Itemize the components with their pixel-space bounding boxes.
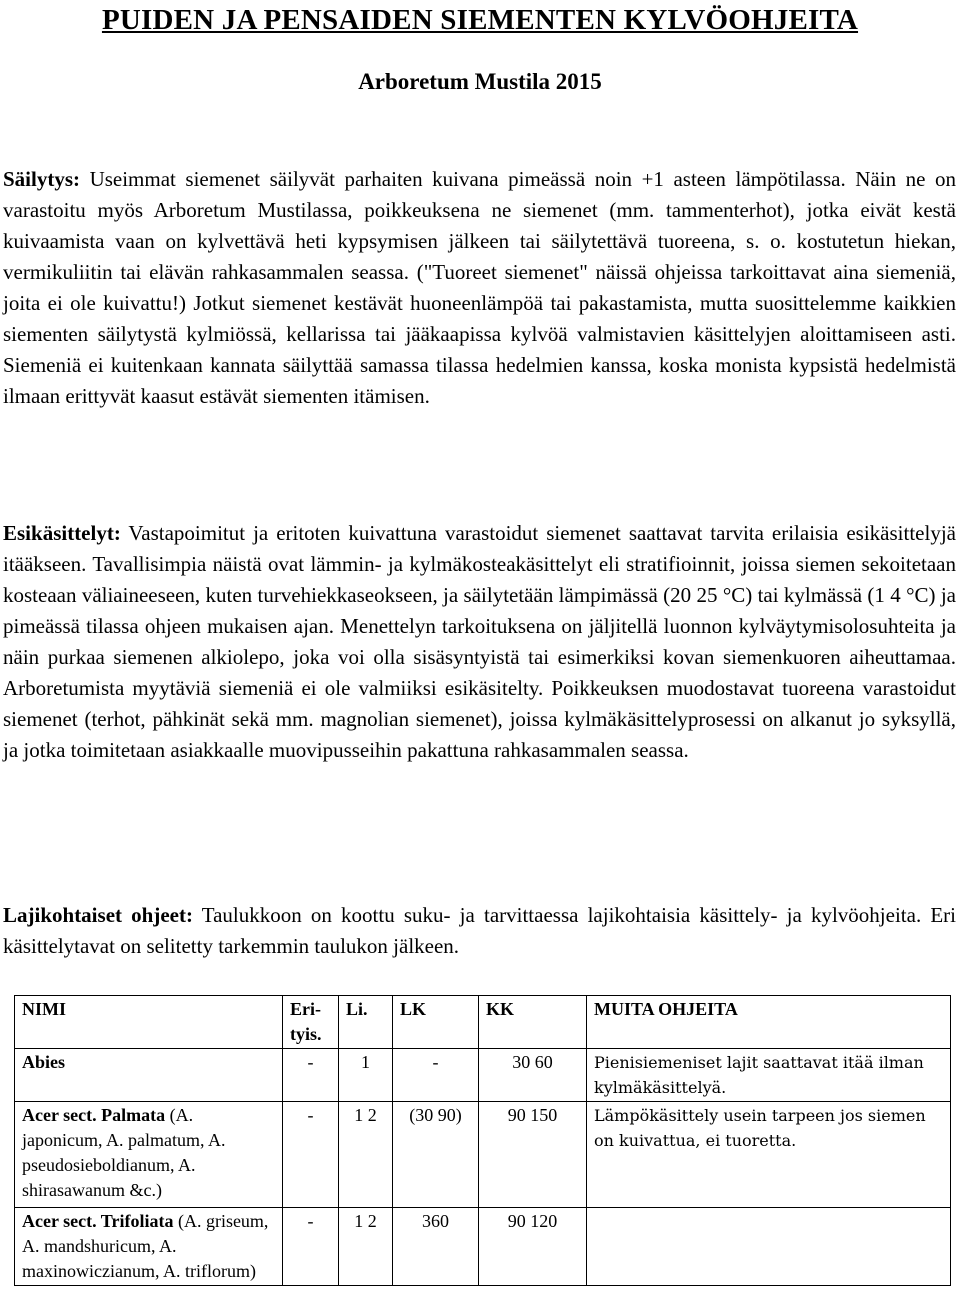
cell-li: 1 bbox=[339, 1049, 393, 1102]
cell-kk: 30 60 bbox=[479, 1049, 587, 1102]
cell-note: Pienisiemeniset lajit saattavat itää ilman kylmäkäsittelyä. bbox=[587, 1049, 951, 1102]
section-text: Useimmat siemenet säilyvät parhaiten kuivana pimeässä noin +1 asteen lämpötilassa. Näin ne on varastoitu myös Arboretum Mustilassa, poikkeuksena ne siemenet (mm. tammenterhot), jotka eivät kestä kuivaamista vaan on kylvettävä heti kypsymisen jälkeen tai säilytettävä tuoreena, s. o. kostutetun hiekan, vermikuliitin tai elävän rahkasammalen seassa. ("Tuoreet siemenet" näissä ohjeissa tarkoittavat aina siemeniä, joita ei ole kuivattu!) Jotkut siemenet kestävät huoneenlämpöä tai pakastamista, mutta suosittelemme kaikkien siementen säilytystä kylmiössä, kellarissa tai jääkaapissa kylvöä valmistavien käsittelyjen aloittamiseen asti. Siemeniä ei kuitenkaan kannata säilyttää samassa tilassa hedelmien kanssa, koska monista kypsistä hedelmistä ilmaan erittyvät kaasut estävät siementen itämisen. bbox=[3, 167, 956, 408]
header-li: Li. bbox=[339, 996, 393, 1049]
cell-lk: - bbox=[393, 1049, 479, 1102]
table-header-row bbox=[15, 996, 951, 1049]
seed-instructions-table bbox=[14, 995, 951, 1286]
header-muita: MUITA OHJEITA bbox=[587, 996, 951, 1049]
cell-erit: - bbox=[283, 1102, 339, 1208]
cell-note: Lämpökäsittely usein tarpeen jos siemen on kuivattua, ei tuoretta. bbox=[587, 1102, 951, 1208]
section-heading: Esikäsittelyt: bbox=[3, 521, 121, 545]
section-species-instructions bbox=[3, 900, 956, 962]
cell-name bbox=[15, 1208, 283, 1286]
table-row bbox=[15, 1102, 951, 1208]
genus-name: Acer sect. Trifoliata bbox=[22, 1211, 174, 1231]
cell-kk: 90 150 bbox=[479, 1102, 587, 1208]
cell-name bbox=[15, 1102, 283, 1208]
cell-li: 1 2 bbox=[339, 1208, 393, 1286]
table-row bbox=[15, 1049, 951, 1102]
section-text: Vastapoimitut ja eritoten kuivattuna varastoidut siemenet saattavat tarvita erilaisia esikäsittelyjä itääkseen. Tavallisimpia näistä ovat lämmin- ja kylmäkosteakäsittelyt eli stratifioinnit, joissa siemen sekoitetaan kosteaan väliaineeseen, kuten turvehiekkaseokseen, ja säilytetään lämpimässä (20 25 °C) tai kylmässä (1 4 °C) ja pimeässä tilassa ohjeen mukaisen ajan. Menettelyn tarkoituksena on jäljitellä luonnon kylväytymisolosuhteita ja näin purkaa siemenen alkiolepo, joka voi olla sisäsyntyistä tai esimerkiksi kovan siemenkuoren aiheuttamaa. Arboretumista myytäviä siemeniä ei ole valmiiksi esikäsitelty. Poikkeuksen muodostavat tuoreena varastoidut siemenet (terhot, pähkinät sekä mm. magnolian siemenet), joissa kylmäkäsittelyprosessi on alkanut jo syksyllä, ja jotka toimitetaan asiakkaalle muovipusseihin pakattuna rahkasammalen seassa. bbox=[3, 521, 956, 762]
section-heading: Lajikohtaiset ohjeet: bbox=[3, 903, 193, 927]
cell-erit: - bbox=[283, 1208, 339, 1286]
genus-name: Abies bbox=[22, 1052, 66, 1072]
header-erit: Eri- tyis. bbox=[283, 996, 339, 1049]
cell-note bbox=[587, 1208, 951, 1286]
section-text: Taulukkoon on koottu suku- ja tarvittaessa lajikohtaisia käsittely- ja kylvöohjeita. Eri käsittelytavat on selitetty tarkemmin taulukon jälkeen. bbox=[3, 903, 956, 958]
cell-erit: - bbox=[283, 1049, 339, 1102]
section-storage bbox=[3, 164, 956, 412]
header-lk: LK bbox=[393, 996, 479, 1049]
header-name: NIMI bbox=[15, 996, 283, 1049]
cell-lk: (30 90) bbox=[393, 1102, 479, 1208]
table-row bbox=[15, 1208, 951, 1286]
section-heading: Säilytys: bbox=[3, 167, 81, 191]
species-list: (A. japonicum, A. palmatum, A. pseudosieboldianum, A. shirasawanum &c.) bbox=[22, 1105, 226, 1200]
cell-name bbox=[15, 1049, 283, 1102]
section-pretreatment bbox=[3, 518, 956, 766]
genus-name: Acer sect. Palmata bbox=[22, 1105, 166, 1125]
cell-kk: 90 120 bbox=[479, 1208, 587, 1286]
cell-lk: 360 bbox=[393, 1208, 479, 1286]
document-title: PUIDEN JA PENSAIDEN SIEMENTEN KYLVÖOHJEITA bbox=[101, 4, 859, 36]
species-list: (A. griseum, A. mandshuricum, A. maxinowiczianum, A. triflorum) bbox=[22, 1211, 269, 1281]
cell-li: 1 2 bbox=[339, 1102, 393, 1208]
document-subtitle: Arboretum Mustila 2015 bbox=[358, 69, 602, 94]
header-kk: KK bbox=[479, 996, 587, 1049]
